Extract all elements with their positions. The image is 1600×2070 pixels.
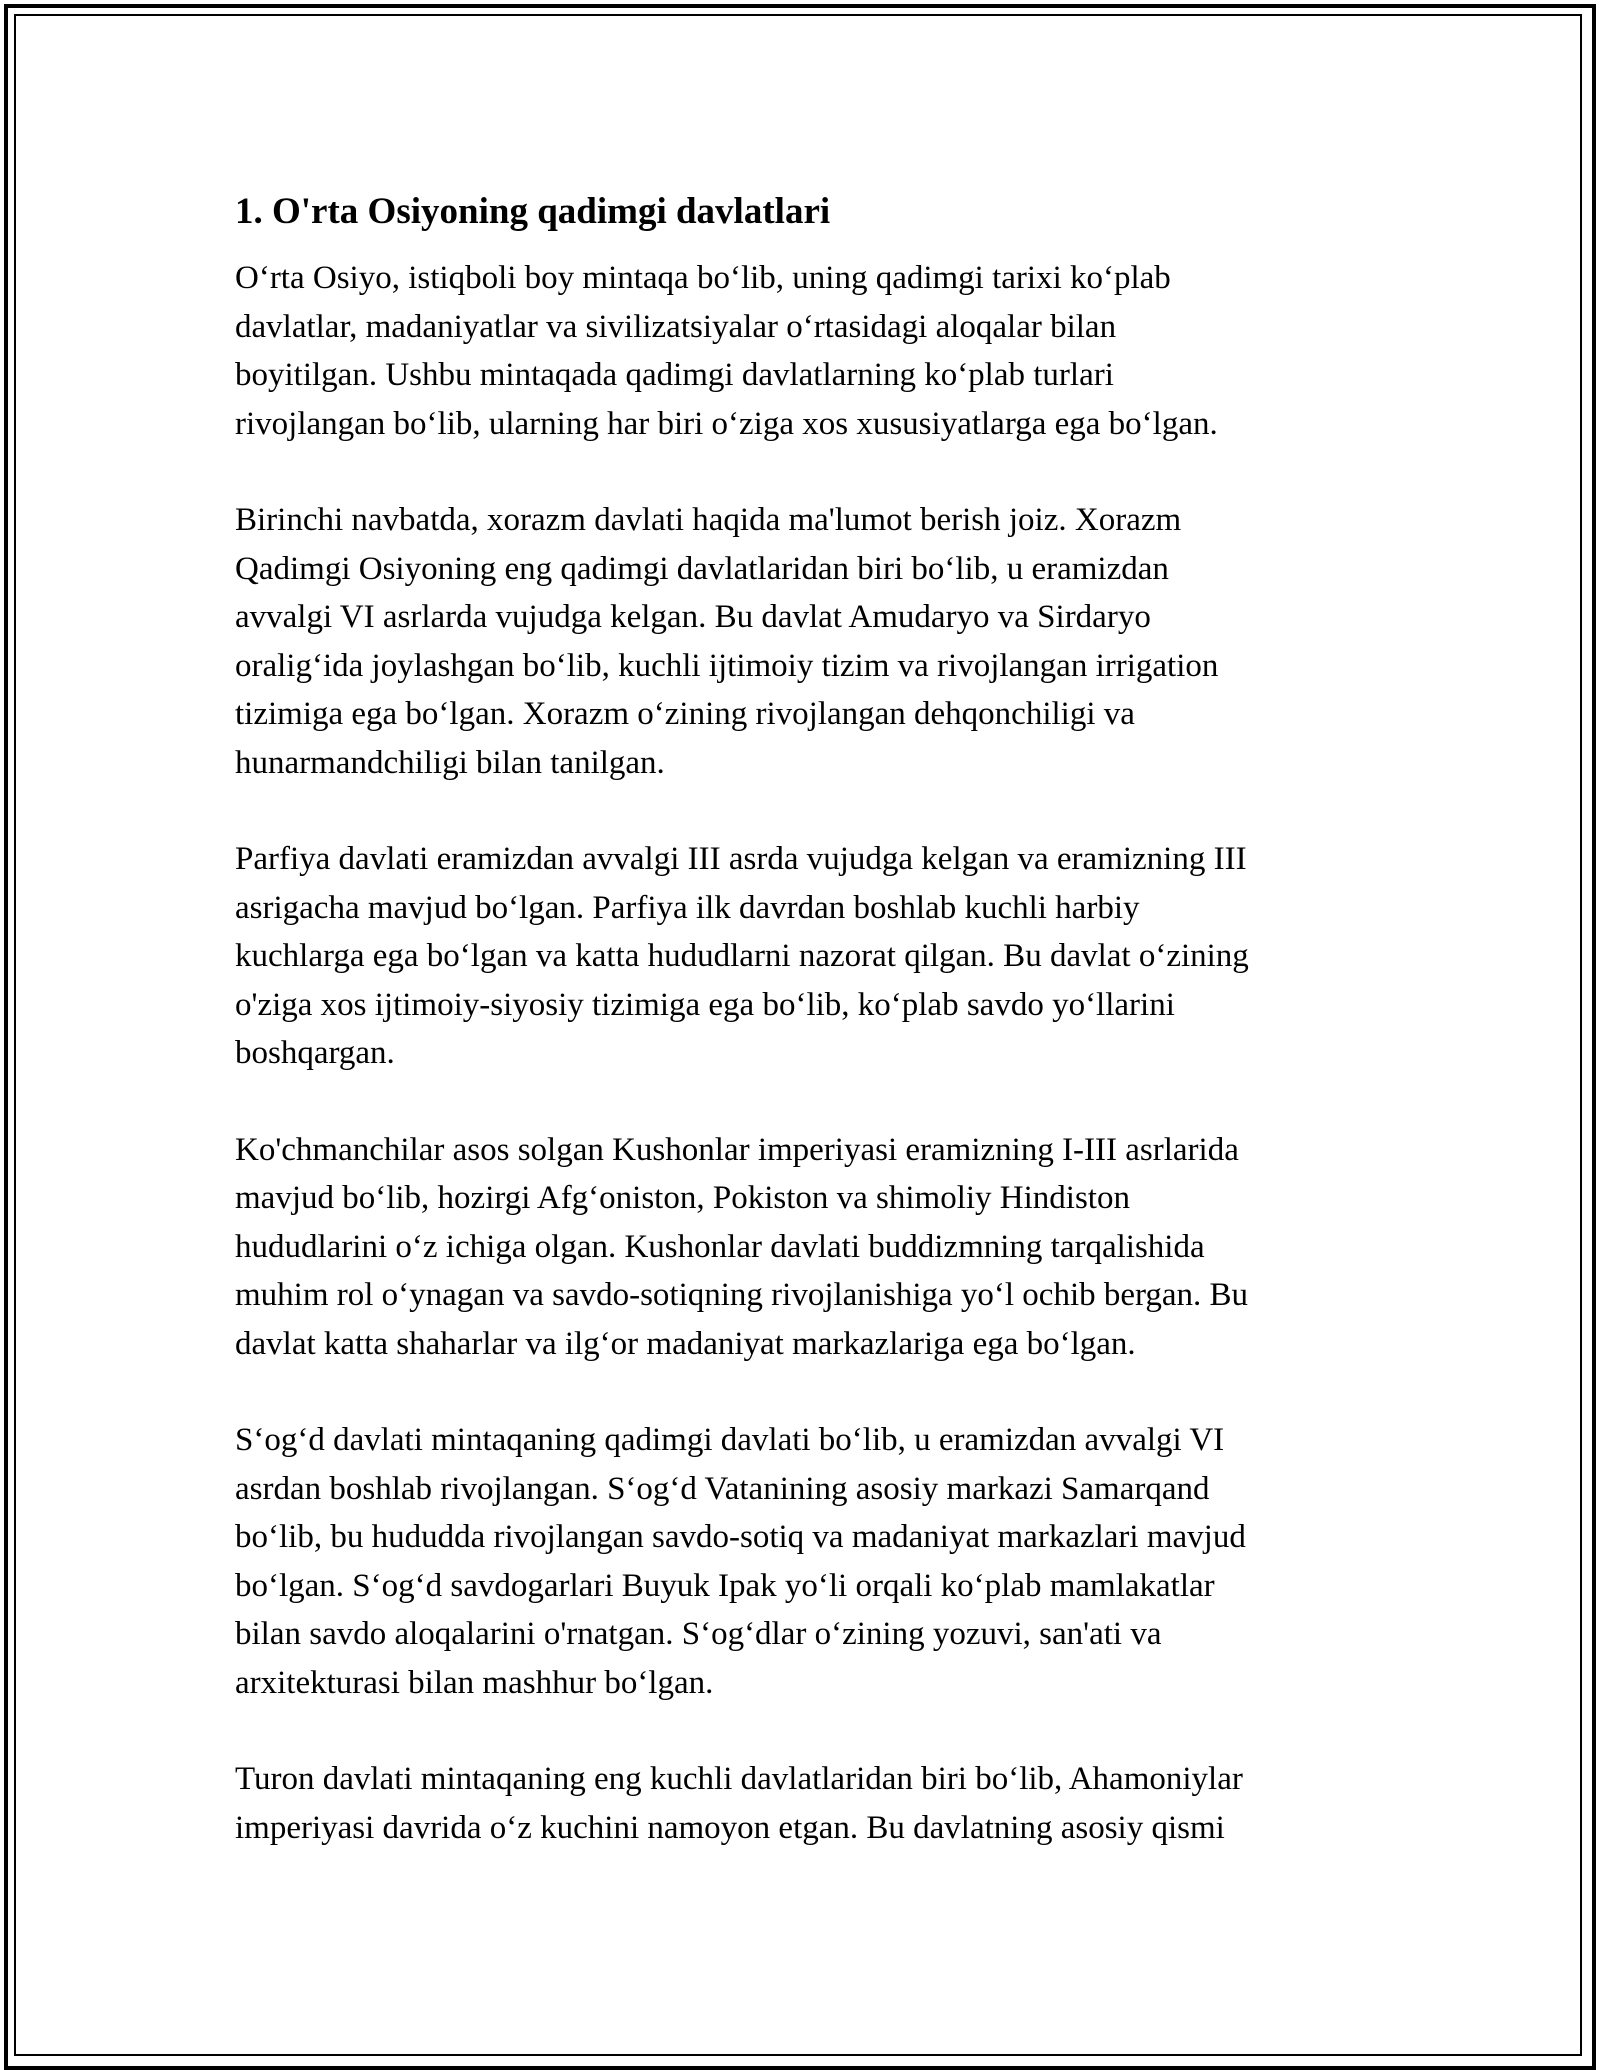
- paragraph-line: davlatlar, madaniyatlar va sivilizatsiyalar o‘rtasidagi aloqalar bilan: [235, 308, 1117, 345]
- document-body: [235, 186, 1370, 1900]
- paragraph-line: muhim rol o‘ynagan va savdo-sotiqning rivojlanishiga yo‘l ochib bergan. Bu: [235, 1277, 1249, 1313]
- paragraph-line: imperiyasi davrida o‘z kuchini namoyon etgan. Bu davlatning asosiy qismi: [235, 1809, 1225, 1846]
- paragraph-line: rivojlangan bo‘lib, ularning har biri o‘ziga xos xususiyatlarga ega bo‘lgan.: [235, 405, 1218, 442]
- paragraph-line: kuchlarga ega bo‘lgan va katta hududlarni nazorat qilgan. Bu davlat o‘zining: [235, 938, 1249, 974]
- paragraph-line: asrdan boshlab rivojlangan. S‘og‘d Vatanining asosiy markazi Samarqand: [235, 1470, 1210, 1507]
- paragraph-kushon: [235, 1126, 1370, 1369]
- paragraph-line: oralig‘ida joylashgan bo‘lib, kuchli ijtimoiy tizim va rivojlangan irrigation: [235, 647, 1219, 684]
- paragraph-xorazm: [235, 496, 1370, 787]
- paragraph-turon: [235, 1755, 1370, 1852]
- paragraph-line: hududlarini o‘z ichiga olgan. Kushonlar davlati buddizmning tarqalishida: [235, 1228, 1205, 1265]
- paragraph-sogd: [235, 1416, 1370, 1707]
- paragraph-parfiya: [235, 835, 1370, 1078]
- paragraph-line: asrigacha mavjud bo‘lgan. Parfiya ilk davrdan boshlab kuchli harbiy: [235, 889, 1140, 926]
- paragraph-line: Parfiya davlati eramizdan avvalgi III asrda vujudga kelgan va eramizning III: [235, 841, 1247, 877]
- paragraph-line: avvalgi VI asrlarda vujudga kelgan. Bu davlat Amudaryo va Sirdaryo: [235, 599, 1151, 635]
- paragraph-line: tizimiga ega bo‘lgan. Xorazm o‘zining rivojlangan dehqonchiligi va: [235, 696, 1135, 732]
- paragraph-line: boshqargan.: [235, 1035, 395, 1071]
- paragraph-line: davlat katta shaharlar va ilg‘or madaniyat markazlariga ega bo‘lgan.: [235, 1325, 1136, 1362]
- paragraph-line: arxitekturasi bilan mashhur bo‘lgan.: [235, 1664, 714, 1701]
- paragraph-line: bilan savdo aloqalarini o'rnatgan. S‘og‘dlar o‘zining yozuvi, san'ati va: [235, 1616, 1162, 1652]
- paragraph-line: bo‘lib, bu hududda rivojlangan savdo-sotiq va madaniyat markazlari mavjud: [235, 1519, 1246, 1555]
- section-heading: 1. O'rta Osiyoning qadimgi davlatlari: [235, 191, 831, 232]
- paragraph-line: hunarmandchiligi bilan tanilgan.: [235, 744, 665, 781]
- paragraph-line: Ko'chmanchilar asos solgan Kushonlar imperiyasi eramizning I-III asrlarida: [235, 1131, 1239, 1168]
- paragraph-line: S‘og‘d davlati mintaqaning qadimgi davlati bo‘lib, u eramizdan avvalgi VI: [235, 1422, 1225, 1458]
- paragraph-line: O‘rta Osiyo, istiqboli boy mintaqa bo‘lib, uning qadimgi tarixi ko‘plab: [235, 260, 1171, 296]
- paragraph-line: boyitilgan. Ushbu mintaqada qadimgi davlatlarning ko‘plab turlari: [235, 357, 1114, 393]
- paragraph-intro: [235, 254, 1370, 448]
- paragraph-line: bo‘lgan. S‘og‘d savdogarlari Buyuk Ipak yo‘li orqali ko‘plab mamlakatlar: [235, 1567, 1215, 1604]
- paragraph-line: Turon davlati mintaqaning eng kuchli davlatlaridan biri bo‘lib, Ahamoniylar: [235, 1761, 1243, 1797]
- paragraph-line: mavjud bo‘lib, hozirgi Afg‘oniston, Pokiston va shimoliy Hindiston: [235, 1180, 1130, 1216]
- paragraph-line: Qadimgi Osiyoning eng qadimgi davlatlaridan biri bo‘lib, u eramizdan: [235, 550, 1169, 587]
- paragraph-line: Birinchi navbatda, xorazm davlati haqida ma'lumot berish joiz. Xorazm: [235, 502, 1182, 538]
- paragraph-line: o'ziga xos ijtimoiy-siyosiy tizimiga ega bo‘lib, ko‘plab savdo yo‘llarini: [235, 986, 1175, 1023]
